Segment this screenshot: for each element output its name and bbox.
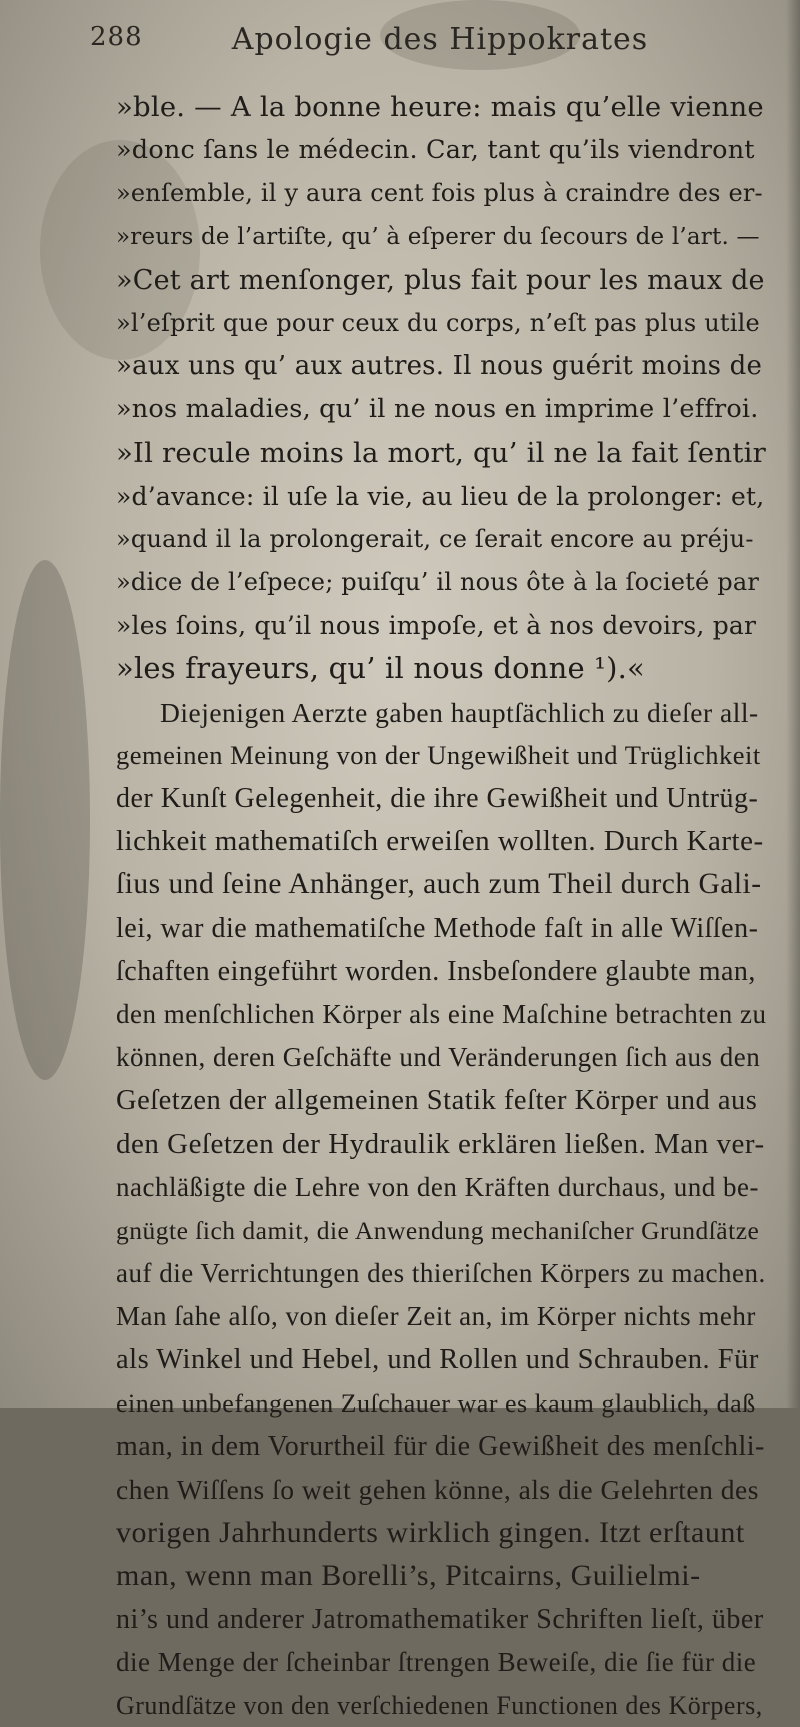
text-line: Grundſätze von den verſchiedenen Functionen des Körpers, [116,1690,763,1720]
text-line: lichkeit mathematiſch erweiſen wollten. Durch Karte- [116,825,764,858]
running-title: Apologie des Hippokrates [231,22,649,57]
text-line: »dice de l’eſpece; puiſqu’ il nous ôte à la ſocieté par [116,568,760,597]
text-line: man, wenn man Borelli’s, Pitcairns, Guilielmi- [116,1559,701,1593]
text-line: den Geſetzen der Hydraulik erklären ließen. Man ver- [116,1127,765,1160]
text-line: einen unbefangenen Zuſchauer war es kaum glaublich, daß [116,1388,756,1418]
page-edge-shadow [786,0,800,1408]
text-line: lei, war die mathematiſche Methode faſt in alle Wiſſen- [116,912,759,944]
text-line: ni’s und anderer Jatromathematiker Schriften lieſt, über [116,1603,764,1635]
page-number: 288 [90,22,143,52]
text-line: chen Wiſſens ſo weit gehen könne, als die Gelehrten des [116,1474,759,1505]
text-line: gnügte ſich damit, die Anwendung mechaniſcher Grundſätze [116,1215,760,1245]
text-line: vorigen Jahrhunderts wirklich gingen. Itzt erſtaunt [116,1516,745,1550]
text-line: den menſchlichen Körper als eine Maſchine betrachten zu [116,998,767,1029]
text-line: »Cet art menſonger, plus fait pour les maux de [116,264,765,296]
text-line: »reurs de l’artiſte, qu’ à eſperer du ſecours de l’art. — [116,223,760,250]
text-line: Geſetzen der allgemeinen Statik feſter Körper und aus [116,1085,758,1117]
text-line: können, deren Geſchäfte und Veränderungen ſich aus den [116,1042,761,1073]
text-line: »les ſoins, qu’il nous impoſe, et à nos devoirs, par [116,611,757,641]
text-line: »nos maladies, qu’ il ne nous en imprime l’effroi. [116,394,759,425]
text-line: »ble. — A la bonne heure: mais qu’elle vienne [116,91,764,123]
text-line: »d’avance: il uſe la vie, au lieu de la prolonger: et, [116,481,765,511]
text-line: Man ſahe alſo, von dieſer Zeit an, im Körper nichts mehr [116,1301,756,1332]
text-line: als Winkel und Hebel, und Rollen und Schrauben. Für [116,1344,759,1376]
text-line: »quand il la prolongerait, ce ſerait encore au préju- [116,524,754,553]
text-line: die Menge der ſcheinbar ſtrengen Beweiſe, die ſie für die [116,1646,757,1677]
text-line: ſchaften eingeführt worden. Insbeſondere glaubte man, [116,955,756,987]
text-line: man, in dem Vorurtheil für die Gewißheit des menſchli- [116,1430,765,1462]
text-line: »donc ſans le médecin. Car, tant qu’ils viendront [116,135,755,166]
text-line: Diejenigen Aerzte gaben hauptſächlich zu dieſer all- [160,696,759,728]
body-text [116,86,766,1727]
text-line: »Il recule moins la mort, qu’ il ne la fait ſentir [116,436,766,469]
text-line: »enſemble, il y aura cent fois plus à craindre des er- [116,179,763,208]
text-line: »l’eſprit que pour ceux du corps, n’eſt pas plus utile [116,308,760,337]
text-line: »les frayeurs, qu’ il nous donne ¹).« [116,651,645,686]
text-line: gemeinen Meinung von der Ungewißheit und Trüglichkeit [116,739,761,770]
text-line: der Kunſt Gelegenheit, die ihre Gewißheit und Untrüg- [116,783,759,814]
text-line: nachläßigte die Lehre von den Kräften durchaus, und be- [116,1171,760,1202]
text-line: auf die Verrichtungen des thieriſchen Körpers zu machen. [116,1258,766,1289]
paper-stain [0,560,90,1080]
text-line: »aux uns qu’ aux autres. Il nous guérit moins de [116,351,763,382]
text-line: ſius und ſeine Anhänger, auch zum Theil durch Gali- [116,868,762,901]
running-header [90,18,710,68]
